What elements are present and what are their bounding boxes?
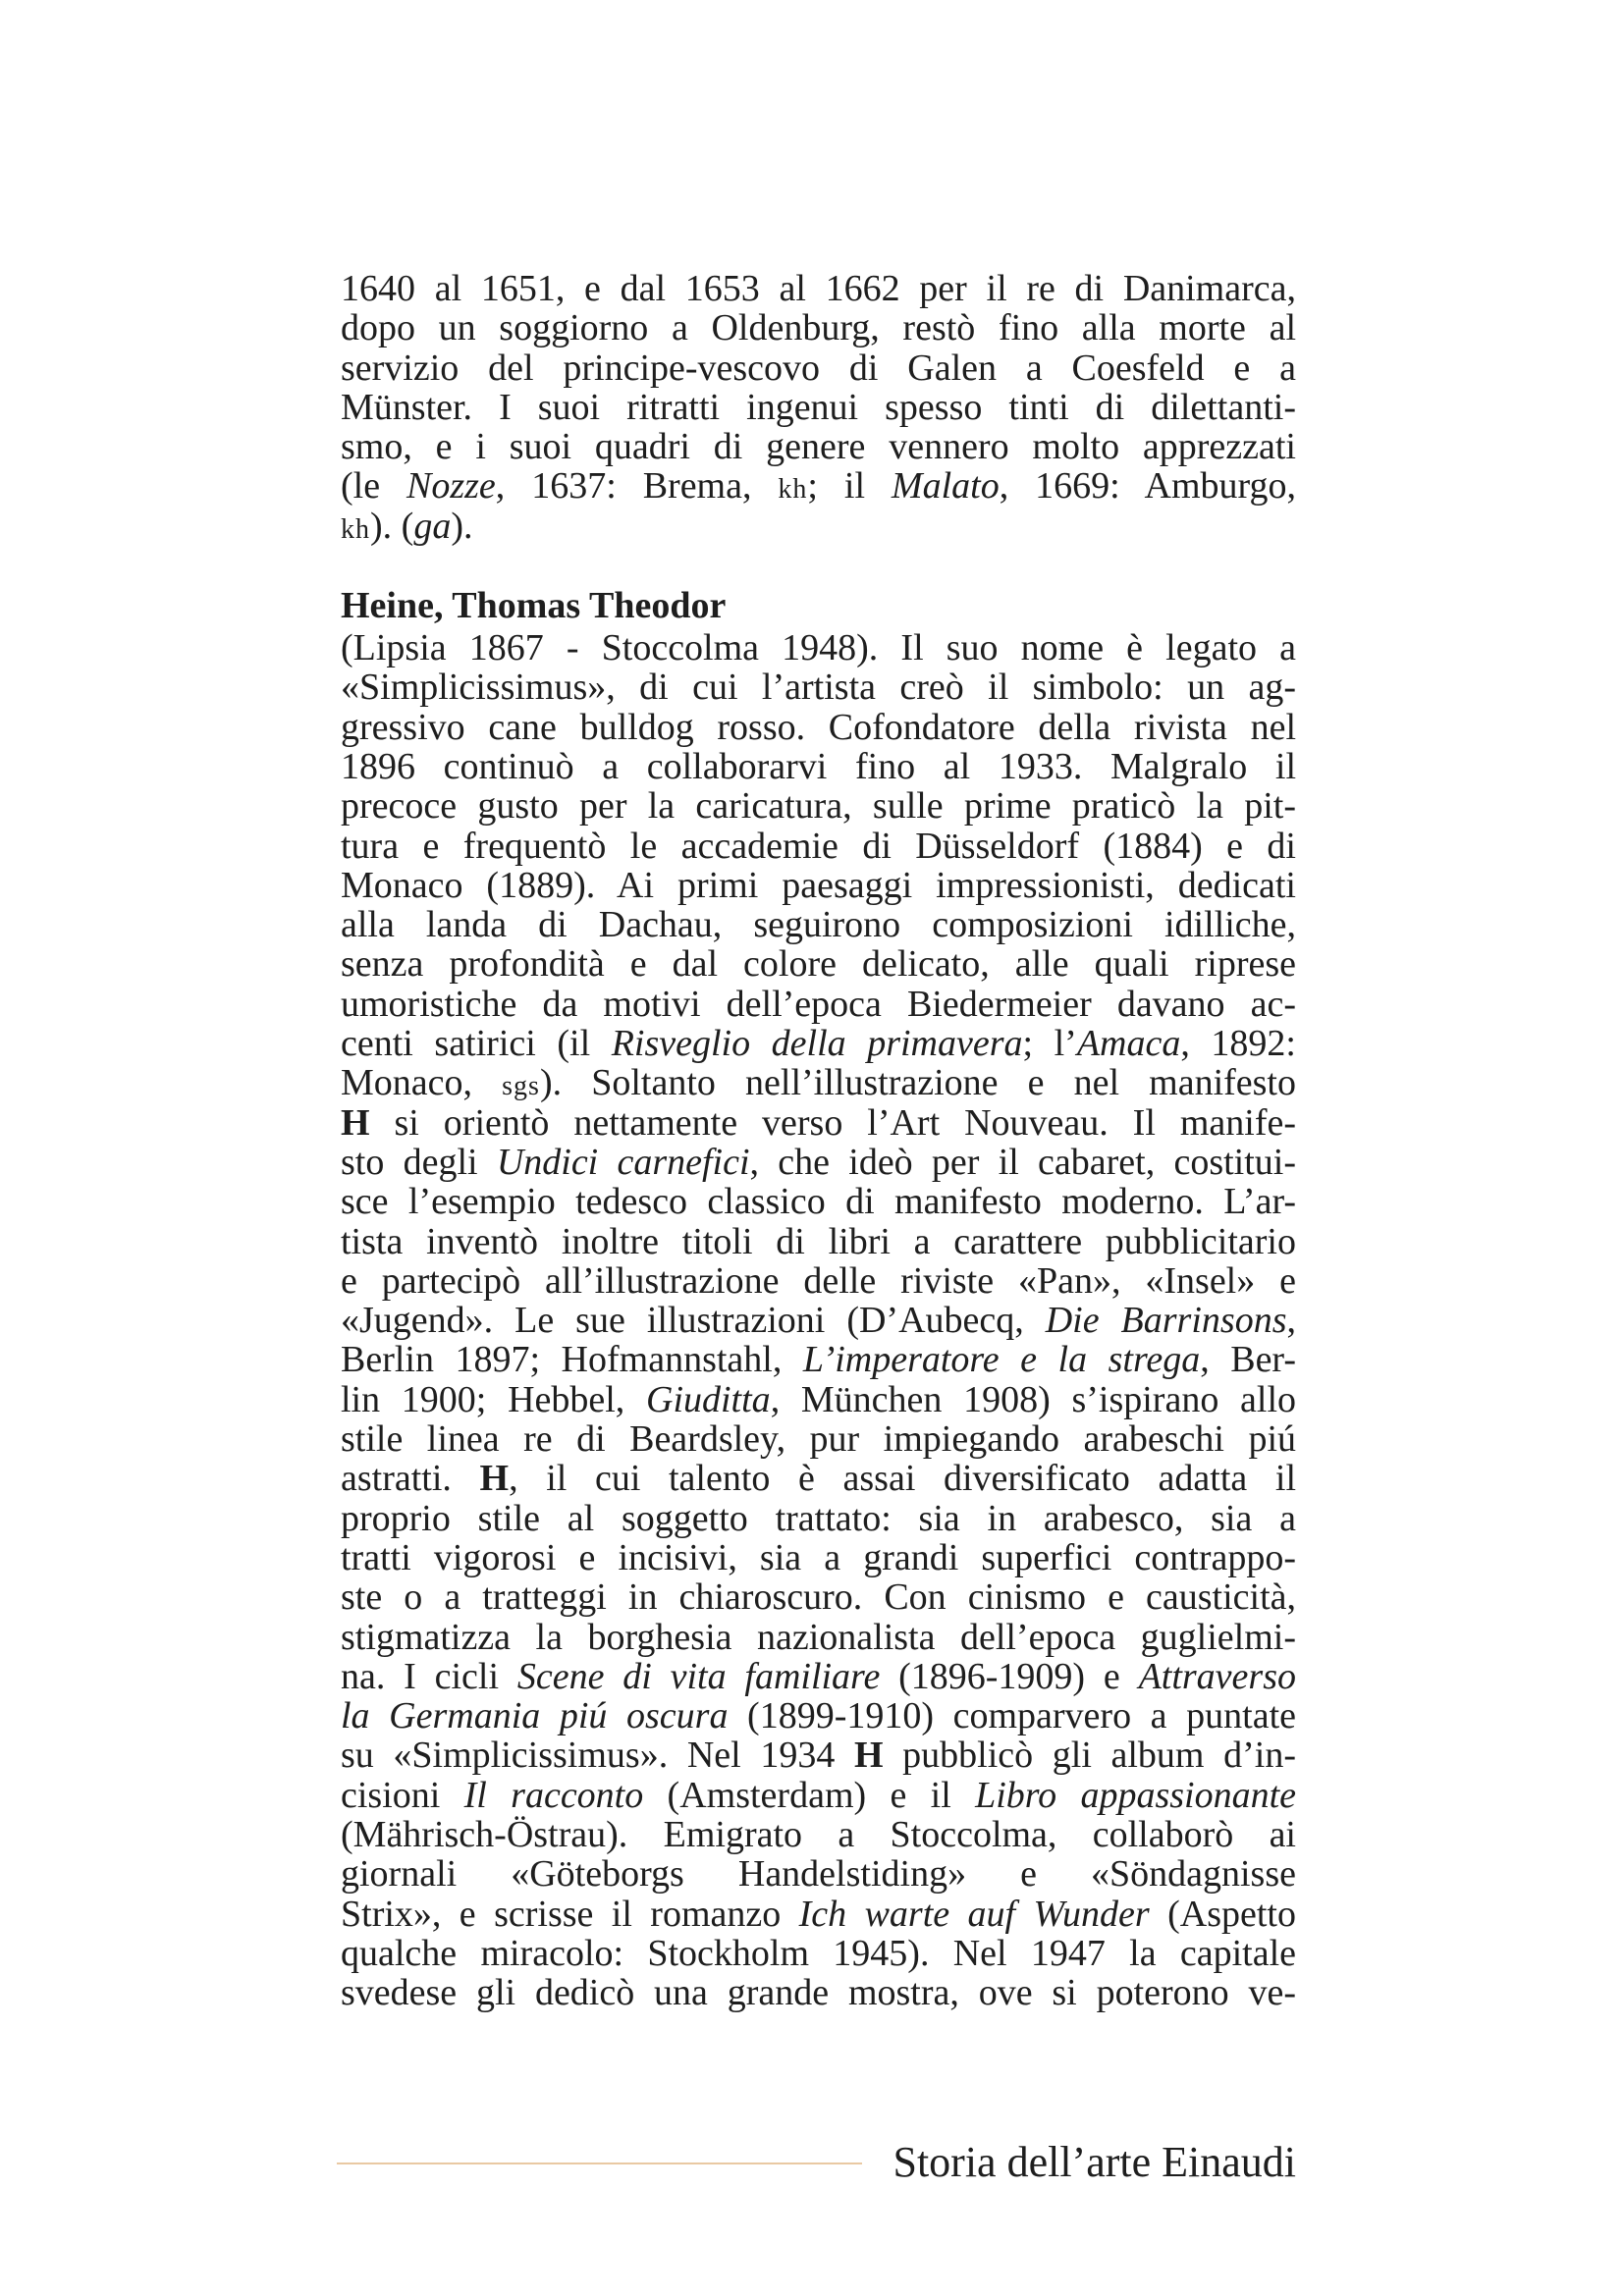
text-line: Monaco (1889). Ai primi paesaggi impressionisti, dedicati [341, 864, 1296, 906]
entry-body [341, 628, 1296, 2012]
continuation-paragraph [341, 269, 1296, 546]
subject-initial: H [479, 1458, 510, 1500]
text-run: na. I cicli [341, 1655, 517, 1697]
text-line [341, 466, 1296, 506]
text-run: ; il [807, 465, 892, 507]
text-run: si orientò nettamente verso l’Art Nouveau. Il manife- [369, 1101, 1296, 1144]
text-line: servizio del principe-vescovo di Galen a Coesfeld e a [341, 347, 1296, 389]
text-line: 1896 continuò a collaborarvi fino al 1933. Malgralo il [341, 745, 1296, 787]
text-line [341, 1024, 1296, 1063]
artwork-title: Malato [891, 465, 1000, 507]
text-line [341, 1895, 1296, 1934]
subject-initial: H [853, 1735, 884, 1777]
author-initials: ga [413, 505, 452, 547]
text-line [341, 1340, 1296, 1379]
text-line: (Lipsia 1867 - Stoccolma 1948). Il suo nome è legato a [341, 627, 1296, 669]
text-line: (Mährisch-Östrau). Emigrato a Stoccolma, collaborò ai [341, 1813, 1296, 1855]
text-run: (Amsterdam) e il [643, 1774, 976, 1816]
text-run: cisioni [341, 1774, 464, 1816]
artwork-title: Amaca [1076, 1023, 1181, 1065]
artwork-title: L’imperatore e la strega [802, 1339, 1201, 1381]
text-run: astratti. [341, 1458, 480, 1500]
text-line: proprio stile al soggetto trattato: sia in arabesco, sia a [341, 1497, 1296, 1539]
entry-heading: Heine, Thomas Theodor [341, 585, 727, 627]
text-column [341, 269, 1296, 2012]
artwork-title: Nozze [406, 465, 496, 507]
text-run: ). [451, 505, 473, 547]
footer-title: Storia dell’arte Einaudi [893, 2138, 1296, 2186]
text-run: (le [341, 465, 406, 507]
text-run: lin 1900; Hebbel, [341, 1378, 646, 1420]
text-line: stigmatizza la borghesia nazionalista dell’epoca guglielmi- [341, 1616, 1296, 1658]
text-run: ). Soltanto nell’illustrazione e nel manifesto [539, 1062, 1296, 1104]
text-line: sce l’esempio tedesco classico di manifesto moderno. L’ar- [341, 1181, 1296, 1223]
artwork-title: Il racconto [463, 1774, 644, 1816]
text-line: umoristiche da motivi dell’epoca Biedermeier davano ac- [341, 983, 1296, 1025]
text-line: qualche miracolo: Stockholm 1945). Nel 1947 la capitale [341, 1932, 1296, 1974]
text-run: «Jugend». Le sue illustrazioni (D’Aubecq, [341, 1300, 1046, 1342]
text-line [341, 1103, 1296, 1143]
text-line: «Simplicissimus», di cui l’artista creò il simbolo: un ag- [341, 667, 1296, 709]
artwork-title: Giuditta [646, 1378, 771, 1420]
text-line [341, 1657, 1296, 1696]
text-run: Strix», e scrisse il romanzo [341, 1893, 799, 1935]
text-run: su «Simplicissimus». Nel 1934 [341, 1735, 854, 1777]
text-line [341, 1380, 1296, 1419]
text-line [341, 1063, 1296, 1102]
artwork-title: Die Barrinsons [1045, 1300, 1287, 1342]
text-run: pubblicò gli album d’in- [883, 1735, 1296, 1777]
text-run: (Aspetto [1149, 1893, 1296, 1935]
text-run: (1896-1909) e [880, 1655, 1139, 1697]
text-run: , Ber- [1200, 1339, 1296, 1381]
artwork-title: Undici carnefici [496, 1141, 750, 1183]
text-line: 1640 al 1651, e dal 1653 al 1662 per il re di Danimarca, [341, 268, 1296, 309]
artwork-title: Scene di vita familiare [516, 1655, 881, 1697]
text-run: centi satirici (il [341, 1023, 612, 1065]
artwork-title: Attraverso [1138, 1655, 1296, 1697]
text-run: , [1286, 1300, 1296, 1342]
text-run: , che ideò per il cabaret, costitui- [749, 1141, 1297, 1183]
text-line: ste o a tratteggi in chiaroscuro. Con cinismo e causticità, [341, 1576, 1296, 1619]
text-run: (1899-1910) comparvero a puntate [728, 1695, 1296, 1737]
text-run: , 1637: Brema, [495, 465, 779, 507]
text-line: gressivo cane bulldog rosso. Cofondatore della rivista nel [341, 706, 1296, 748]
text-run: sto degli [341, 1141, 497, 1183]
collection-abbreviation: sgs [502, 1071, 540, 1102]
text-line: alla landa di Dachau, seguirono composizioni idilliche, [341, 904, 1296, 946]
collection-abbreviation: kh [778, 474, 808, 506]
text-line: tratti vigorosi e incisivi, sia a grandi superfici contrappo- [341, 1536, 1296, 1578]
text-line [341, 1696, 1296, 1735]
text-line: e partecipò all’illustrazione delle riviste «Pan», «Insel» e [341, 1259, 1296, 1302]
text-line: tura e frequentò le accademie di Düsseldorf (1884) e di [341, 825, 1296, 867]
text-line [341, 1776, 1296, 1815]
text-run: ). ( [370, 505, 414, 547]
subject-initial: H [341, 1101, 370, 1144]
text-run: ; l’ [1022, 1023, 1077, 1065]
text-line [341, 1143, 1296, 1182]
text-line: stile linea re di Beardsley, pur impiegando arabeschi piú [341, 1418, 1296, 1461]
text-line: precoce gusto per la caricatura, sulle prime praticò la pit- [341, 785, 1296, 828]
text-line: senza profondità e dal colore delicato, alle quali riprese [341, 943, 1296, 986]
text-run: , 1669: Amburgo, [999, 465, 1296, 507]
text-run: , München 1908) s’ispirano allo [770, 1378, 1296, 1420]
text-run: , il cui talento è assai diversificato adatta il [509, 1458, 1296, 1500]
text-line: tista inventò inoltre titoli di libri a carattere pubblicitario [341, 1220, 1296, 1262]
text-run: , 1892: [1180, 1023, 1296, 1065]
text-line [341, 1459, 1296, 1498]
footer-rule [337, 2163, 862, 2164]
artwork-title: la Germania piú oscura [341, 1695, 729, 1737]
text-line: smo, e i suoi quadri di genere vennero molto apprezzati [341, 426, 1296, 468]
text-line [341, 1301, 1296, 1340]
text-run: Monaco, [341, 1062, 503, 1104]
text-line: Münster. I suoi ritratti ingenui spesso tinti di dilettanti- [341, 386, 1296, 428]
text-line: dopo un soggiorno a Oldenburg, restò fino alla morte al [341, 307, 1296, 349]
text-line: giornali «Göteborgs Handelstiding» e «Söndagnisse [341, 1853, 1296, 1896]
artwork-title: Risveglio della primavera [611, 1023, 1023, 1065]
text-line: svedese gli dedicò una grande mostra, ove si poterono ve- [341, 1972, 1296, 2014]
collection-abbreviation: kh [341, 513, 370, 545]
artwork-title: Libro appassionante [975, 1774, 1296, 1816]
text-run: Berlin 1897; Hofmannstahl, [341, 1339, 803, 1381]
artwork-title: Ich warte auf Wunder [798, 1893, 1150, 1935]
text-line [341, 507, 1296, 546]
text-line [341, 1735, 1296, 1775]
